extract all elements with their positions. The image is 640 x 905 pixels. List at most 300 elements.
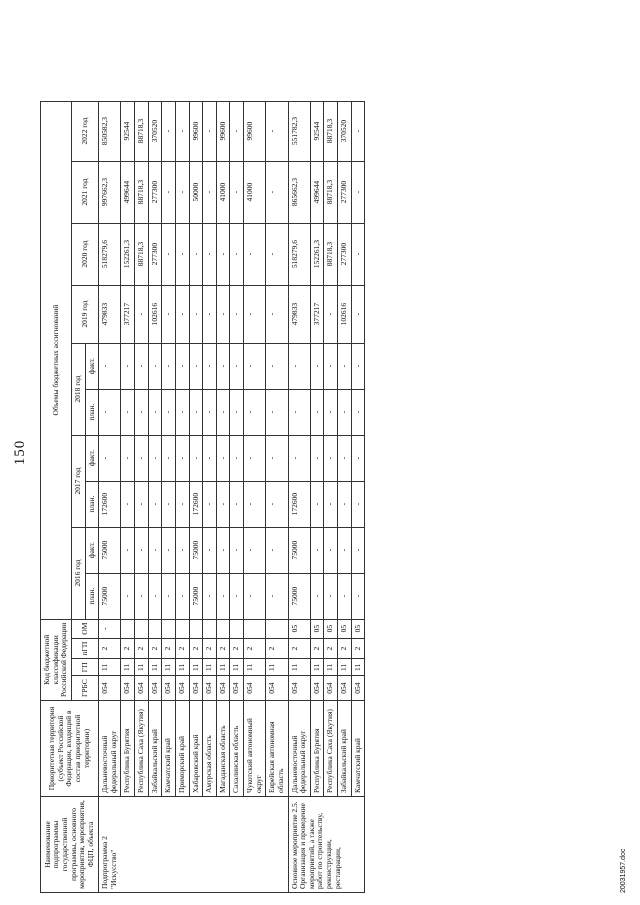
value-cell: 370520 — [338, 101, 352, 161]
value-cell: - — [216, 527, 230, 573]
header-fact-2018: факт. — [85, 343, 99, 389]
territory-cell: Приморский край — [175, 701, 189, 797]
header-gp: ГП — [71, 659, 98, 676]
value-cell: - — [162, 573, 176, 619]
value-cell: - — [230, 527, 244, 573]
territory-cell: Камчатский край — [351, 701, 365, 797]
table-row — [135, 101, 149, 892]
value-cell: - — [244, 527, 266, 573]
territory-cell: Амурская область — [203, 701, 217, 797]
header-fact-2016: факт. — [85, 527, 99, 573]
territory-cell: Чукотский автономный округ — [244, 701, 266, 797]
code-cell: 2 — [175, 638, 189, 659]
value-cell: 551782,3 — [288, 101, 310, 161]
value-cell: 518279,6 — [99, 223, 121, 285]
header-year-2019: 2019 год — [71, 285, 98, 343]
value-cell: - — [351, 481, 365, 527]
value-cell: 479833 — [99, 285, 121, 343]
code-cell: 2 — [351, 638, 365, 659]
value-cell: - — [175, 389, 189, 435]
value-cell: - — [135, 285, 149, 343]
value-cell: - — [135, 389, 149, 435]
value-cell: - — [162, 527, 176, 573]
value-cell: - — [175, 527, 189, 573]
value-cell: - — [266, 389, 288, 435]
budget-table-wrap — [40, 101, 365, 893]
value-cell: 102616 — [148, 285, 162, 343]
code-cell — [175, 619, 189, 638]
value-cell: - — [230, 343, 244, 389]
value-cell: - — [175, 101, 189, 161]
table-row — [216, 101, 230, 892]
table-row — [121, 101, 135, 892]
value-cell: - — [135, 435, 149, 481]
value-cell: 499644 — [121, 161, 135, 223]
table-row — [338, 101, 352, 892]
value-cell: - — [162, 161, 176, 223]
page-number: 150 — [12, 439, 28, 466]
value-cell: - — [266, 573, 288, 619]
value-cell: - — [230, 573, 244, 619]
value-cell: 88718,3 — [135, 101, 149, 161]
header-year-2022: 2022 год — [71, 101, 98, 161]
value-cell: - — [324, 435, 338, 481]
code-cell: 2 — [148, 638, 162, 659]
table-row — [99, 101, 121, 892]
code-cell: 11 — [338, 659, 352, 676]
footer-filename: 20031957.doc — [620, 848, 627, 893]
value-cell: - — [148, 573, 162, 619]
header-pgp: пГП — [71, 638, 98, 659]
code-cell: 11 — [121, 659, 135, 676]
value-cell: - — [324, 573, 338, 619]
code-cell: 11 — [135, 659, 149, 676]
value-cell: - — [203, 285, 217, 343]
value-cell: - — [338, 343, 352, 389]
value-cell: - — [189, 285, 203, 343]
value-cell: - — [351, 285, 365, 343]
code-cell — [230, 619, 244, 638]
value-cell: - — [351, 527, 365, 573]
code-cell: 11 — [175, 659, 189, 676]
value-cell: - — [216, 481, 230, 527]
value-cell: - — [175, 573, 189, 619]
territory-cell: Дальневосточный федеральный округ — [288, 701, 310, 797]
value-cell: - — [244, 573, 266, 619]
value-cell: - — [121, 435, 135, 481]
value-cell: - — [351, 435, 365, 481]
code-cell: 2 — [230, 638, 244, 659]
value-cell: 277300 — [338, 223, 352, 285]
value-cell: 102616 — [338, 285, 352, 343]
value-cell: 997662,3 — [99, 161, 121, 223]
value-cell: 518279,6 — [288, 223, 310, 285]
value-cell: 499644 — [310, 161, 324, 223]
value-cell: - — [203, 343, 217, 389]
value-cell: - — [310, 389, 324, 435]
value-cell: 75000 — [99, 573, 121, 619]
header-grbs: ГРБС — [71, 676, 98, 701]
code-cell: 2 — [216, 638, 230, 659]
code-cell — [216, 619, 230, 638]
value-cell: - — [351, 101, 365, 161]
value-cell: - — [216, 285, 230, 343]
table-row — [324, 101, 338, 892]
code-cell: 2 — [324, 638, 338, 659]
value-cell: - — [230, 285, 244, 343]
header-name: Наименование подпрограммы государственной программы, основного мероприятия, мероприятия, ФЦП, объекта — [41, 797, 99, 893]
value-cell: - — [175, 435, 189, 481]
value-cell: - — [216, 223, 230, 285]
value-cell: - — [148, 435, 162, 481]
value-cell: - — [148, 527, 162, 573]
value-cell: - — [244, 389, 266, 435]
value-cell: - — [189, 389, 203, 435]
value-cell: - — [121, 481, 135, 527]
value-cell: 75000 — [189, 573, 203, 619]
value-cell: - — [99, 435, 121, 481]
code-cell: 11 — [99, 659, 121, 676]
value-cell: - — [324, 285, 338, 343]
header-plan-2018: план. — [85, 389, 99, 435]
value-cell: 75000 — [99, 527, 121, 573]
code-cell: 054 — [288, 676, 310, 701]
value-cell: - — [310, 343, 324, 389]
code-cell: 054 — [203, 676, 217, 701]
code-cell — [121, 619, 135, 638]
value-cell: - — [266, 435, 288, 481]
value-cell: - — [351, 343, 365, 389]
code-cell: 05 — [351, 619, 365, 638]
value-cell: 88718,3 — [324, 223, 338, 285]
value-cell: - — [244, 343, 266, 389]
header-volumes: Объемы бюджетных ассигнований — [41, 101, 72, 619]
code-cell: 2 — [162, 638, 176, 659]
value-cell: - — [266, 223, 288, 285]
value-cell: 75000 — [288, 527, 310, 573]
value-cell: - — [216, 343, 230, 389]
code-cell: 2 — [135, 638, 149, 659]
value-cell: - — [189, 343, 203, 389]
value-cell: - — [216, 435, 230, 481]
code-cell: 2 — [121, 638, 135, 659]
value-cell: - — [338, 481, 352, 527]
value-cell: - — [162, 481, 176, 527]
code-cell: 11 — [189, 659, 203, 676]
value-cell: - — [310, 573, 324, 619]
value-cell: - — [266, 101, 288, 161]
value-cell: 277300 — [148, 161, 162, 223]
value-cell: - — [351, 223, 365, 285]
table-row — [148, 101, 162, 892]
code-cell: 2 — [189, 638, 203, 659]
value-cell: - — [216, 389, 230, 435]
value-cell: - — [338, 527, 352, 573]
value-cell: - — [266, 285, 288, 343]
code-cell: 11 — [324, 659, 338, 676]
territory-cell: Дальневосточный федеральный округ — [99, 701, 121, 797]
territory-cell: Еврейская автономная область — [266, 701, 288, 797]
value-cell: 75000 — [288, 573, 310, 619]
value-cell: - — [99, 389, 121, 435]
value-cell: - — [230, 389, 244, 435]
code-cell: 05 — [338, 619, 352, 638]
header-om: ОМ — [71, 619, 98, 638]
value-cell: 88718,3 — [135, 161, 149, 223]
code-cell: 11 — [244, 659, 266, 676]
table-row — [203, 101, 217, 892]
value-cell: 99600 — [189, 101, 203, 161]
code-cell: 054 — [266, 676, 288, 701]
code-cell: 054 — [189, 676, 203, 701]
value-cell: - — [288, 343, 310, 389]
value-cell: - — [135, 527, 149, 573]
value-cell: 377217 — [310, 285, 324, 343]
value-cell: - — [135, 573, 149, 619]
table-row — [175, 101, 189, 892]
territory-cell: Республика Саха (Якутия) — [135, 701, 149, 797]
value-cell: - — [266, 527, 288, 573]
value-cell: - — [121, 527, 135, 573]
value-cell: - — [266, 161, 288, 223]
header-plan-2017: план. — [85, 481, 99, 527]
header-year-2016: 2016 год — [71, 527, 85, 619]
code-cell: 054 — [338, 676, 352, 701]
value-cell: 152261,3 — [121, 223, 135, 285]
value-cell: - — [324, 481, 338, 527]
code-cell — [135, 619, 149, 638]
value-cell: - — [148, 389, 162, 435]
value-cell: - — [99, 343, 121, 389]
value-cell: - — [216, 573, 230, 619]
header-code: Код бюджетной классификации Российской Федерации — [41, 619, 72, 700]
header-plan-2016: план. — [85, 573, 99, 619]
value-cell: 99600 — [244, 101, 266, 161]
value-cell: 88718,3 — [135, 223, 149, 285]
value-cell: 41000 — [216, 161, 230, 223]
code-cell — [189, 619, 203, 638]
budget-table — [40, 101, 365, 893]
code-cell: 054 — [230, 676, 244, 701]
value-cell: - — [230, 101, 244, 161]
value-cell: - — [175, 285, 189, 343]
table-body — [99, 101, 365, 892]
code-cell: 11 — [162, 659, 176, 676]
territory-cell: Хабаровский край — [189, 701, 203, 797]
value-cell: - — [230, 481, 244, 527]
value-cell: - — [203, 527, 217, 573]
value-cell: - — [338, 435, 352, 481]
value-cell: - — [175, 161, 189, 223]
value-cell: 172600 — [288, 481, 310, 527]
territory-cell: Сахалинская область — [230, 701, 244, 797]
code-cell: 11 — [351, 659, 365, 676]
code-cell — [244, 619, 266, 638]
value-cell: - — [203, 435, 217, 481]
table-row — [189, 101, 203, 892]
value-cell: - — [203, 223, 217, 285]
code-cell — [203, 619, 217, 638]
value-cell: 88718,3 — [324, 161, 338, 223]
value-cell: - — [148, 343, 162, 389]
territory-cell: Республика Бурятия — [310, 701, 324, 797]
value-cell: 370520 — [148, 101, 162, 161]
value-cell: - — [189, 223, 203, 285]
value-cell: - — [230, 435, 244, 481]
header-year-2020: 2020 год — [71, 223, 98, 285]
value-cell: - — [203, 101, 217, 161]
code-cell: 11 — [148, 659, 162, 676]
code-cell: 2 — [203, 638, 217, 659]
code-cell: 054 — [175, 676, 189, 701]
value-cell: 172600 — [189, 481, 203, 527]
value-cell: - — [162, 223, 176, 285]
value-cell: - — [175, 223, 189, 285]
value-cell: 92544 — [121, 101, 135, 161]
value-cell: 277300 — [148, 223, 162, 285]
code-cell: 054 — [324, 676, 338, 701]
code-cell: 11 — [266, 659, 288, 676]
value-cell: - — [121, 573, 135, 619]
header-fact-2017: факт. — [85, 435, 99, 481]
value-cell: - — [351, 389, 365, 435]
code-cell — [148, 619, 162, 638]
code-cell: - — [99, 619, 121, 638]
value-cell: - — [203, 481, 217, 527]
program-name-cell: Основное мероприятие 2.5. Организация и проведение мероприятий, а также работ по строительству, реконструкции, реставрации, — [288, 797, 365, 893]
value-cell: - — [351, 573, 365, 619]
value-cell: 75000 — [189, 527, 203, 573]
value-cell: - — [175, 481, 189, 527]
code-cell: 054 — [244, 676, 266, 701]
code-cell: 11 — [288, 659, 310, 676]
value-cell: 99600 — [216, 101, 230, 161]
code-cell: 054 — [162, 676, 176, 701]
territory-cell: Магаданская область — [216, 701, 230, 797]
table-row — [162, 101, 176, 892]
code-cell: 2 — [288, 638, 310, 659]
value-cell: - — [244, 435, 266, 481]
value-cell: - — [310, 527, 324, 573]
code-cell: 05 — [288, 619, 310, 638]
value-cell: - — [324, 343, 338, 389]
table-row — [310, 101, 324, 892]
territory-cell: Республика Бурятия — [121, 701, 135, 797]
table-row — [230, 101, 244, 892]
code-cell: 054 — [351, 676, 365, 701]
territory-cell: Забайкальский край — [148, 701, 162, 797]
value-cell: - — [121, 343, 135, 389]
value-cell: 377217 — [121, 285, 135, 343]
value-cell: - — [266, 343, 288, 389]
code-cell: 054 — [148, 676, 162, 701]
code-cell: 054 — [135, 676, 149, 701]
value-cell: - — [244, 223, 266, 285]
code-cell: 11 — [230, 659, 244, 676]
territory-cell: Забайкальский край — [338, 701, 352, 797]
code-cell: 054 — [99, 676, 121, 701]
value-cell: 277300 — [338, 161, 352, 223]
value-cell: - — [324, 527, 338, 573]
value-cell: - — [203, 573, 217, 619]
code-cell: 054 — [310, 676, 324, 701]
value-cell: - — [338, 389, 352, 435]
value-cell: 92544 — [310, 101, 324, 161]
table-row — [351, 101, 365, 892]
value-cell: - — [324, 389, 338, 435]
value-cell: - — [288, 435, 310, 481]
table-row — [288, 101, 310, 892]
value-cell: 865662,3 — [288, 161, 310, 223]
code-cell: 2 — [266, 638, 288, 659]
value-cell: - — [288, 389, 310, 435]
value-cell: - — [338, 573, 352, 619]
code-cell: 05 — [324, 619, 338, 638]
value-cell: 152261,3 — [310, 223, 324, 285]
code-cell: 2 — [99, 638, 121, 659]
code-cell — [266, 619, 288, 638]
value-cell: 41000 — [244, 161, 266, 223]
value-cell: - — [203, 389, 217, 435]
code-cell: 054 — [216, 676, 230, 701]
program-name-cell: Подпрограмма 2 "Искусство" — [99, 797, 288, 893]
value-cell: - — [175, 343, 189, 389]
value-cell: - — [266, 481, 288, 527]
territory-cell: Камчатский край — [162, 701, 176, 797]
code-cell: 11 — [203, 659, 217, 676]
value-cell: - — [135, 343, 149, 389]
header-year-2018: 2018 год — [71, 343, 85, 435]
header-year-2021: 2021 год — [71, 161, 98, 223]
code-cell: 05 — [310, 619, 324, 638]
value-cell: - — [230, 161, 244, 223]
value-cell: - — [162, 435, 176, 481]
value-cell: 88718,3 — [324, 101, 338, 161]
code-cell: 2 — [310, 638, 324, 659]
value-cell: 50000 — [189, 161, 203, 223]
value-cell: - — [203, 161, 217, 223]
value-cell: 172600 — [99, 481, 121, 527]
code-cell: 054 — [121, 676, 135, 701]
table-row — [266, 101, 288, 892]
territory-cell: Республика Саха (Якутия) — [324, 701, 338, 797]
value-cell: - — [148, 481, 162, 527]
value-cell: - — [162, 389, 176, 435]
value-cell: - — [310, 435, 324, 481]
value-cell: - — [351, 161, 365, 223]
code-cell: 11 — [216, 659, 230, 676]
value-cell: - — [121, 389, 135, 435]
value-cell: - — [230, 223, 244, 285]
code-cell: 2 — [244, 638, 266, 659]
code-cell — [162, 619, 176, 638]
value-cell: 850582,3 — [99, 101, 121, 161]
table-row — [244, 101, 266, 892]
value-cell: - — [244, 481, 266, 527]
value-cell: 479833 — [288, 285, 310, 343]
value-cell: - — [244, 285, 266, 343]
value-cell: - — [310, 481, 324, 527]
value-cell: - — [162, 343, 176, 389]
value-cell: - — [162, 285, 176, 343]
code-cell: 11 — [310, 659, 324, 676]
value-cell: - — [162, 101, 176, 161]
value-cell: - — [189, 435, 203, 481]
header-year-2017: 2017 год — [71, 435, 85, 527]
value-cell: - — [135, 481, 149, 527]
code-cell: 2 — [338, 638, 352, 659]
header-territory: Приоритетная территория (субъект Российской Федерации, входящий в состав приоритетной территории) — [41, 701, 99, 797]
